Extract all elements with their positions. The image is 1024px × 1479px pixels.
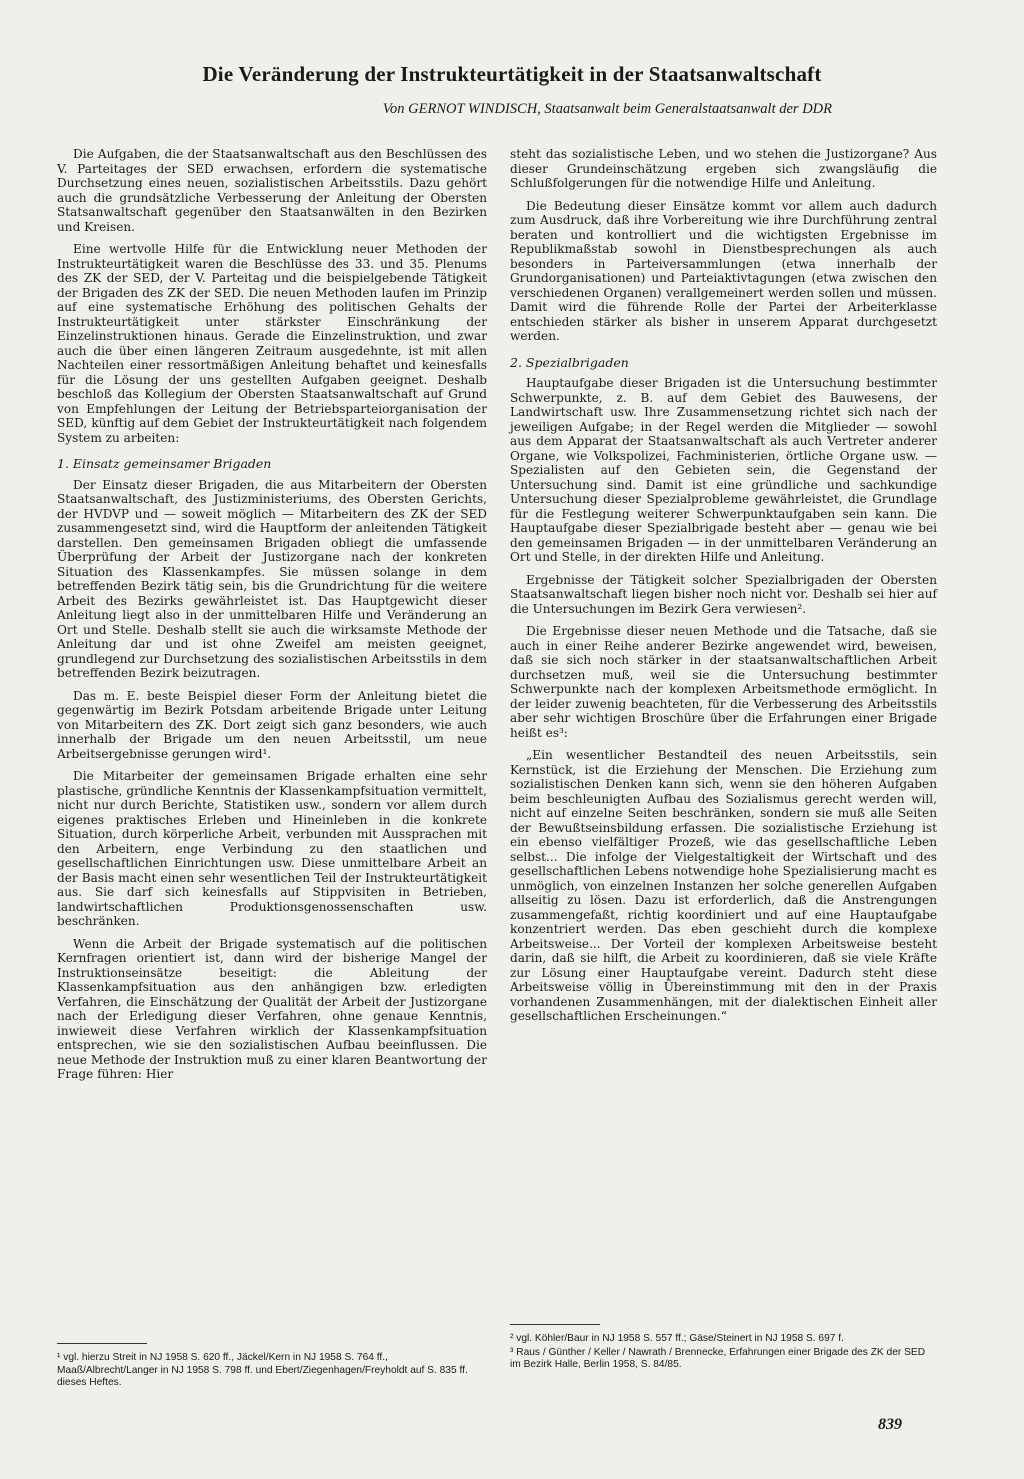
- right-column: [510, 147, 937, 1032]
- paragraph: Das m. E. beste Beispiel dieser Form der Anleitung bietet die gegenwärtig im Bezirk Potsdam arbeitende Brigade unter Leitung von Mitarbeitern des ZK. Dort zeigt sich ganz besonders, wie auch innerhalb der Brigade um den neuen Arbeitsstil, um neue Arbeitsergebnisse gerungen wird¹.: [57, 688, 487, 761]
- section-heading: 1. Einsatz gemeinsamer Brigaden: [57, 456, 272, 471]
- footnotes-right: [510, 1333, 937, 1373]
- page-number: 839: [878, 1416, 902, 1433]
- paragraph: Eine wertvolle Hilfe für die Entwicklung neuer Methoden der Instrukteurtätigkeit waren die Beschlüsse des 33. und 35. Plenums des ZK der SED, der V. Parteitag und die beispielgebende Tätigkeit der Brigaden des ZK der SED. Die neuen Methoden laufen im Prinzip auf eine systematische Erhöhung des politischen Gehalts der Instrukteurtätigkeit unter stärkster Einschränkung der Einzelinstruktionen hinaus. Gerade die Einzelinstruktion, und zwar auch die über einen längeren Zeitraum ausgedehnte, ist mit allen Nachteilen einer ressortmäßigen Anleitung behaftet und keinesfalls für die Lösung der uns gestellten Aufgaben geeignet. Deshalb beschloß das Kollegium der Obersten Staatsanwaltschaft auf Grund von Empfehlungen der Leitung der Betriebsparteiorganisation der SED, künftig auf dem Gebiet der Instrukteurtätigkeit nach folgendem System zu arbeiten:: [57, 242, 487, 445]
- paragraph: Die Aufgaben, die der Staatsanwaltschaft aus den Beschlüssen des V. Parteitages der SED erwachsen, erfordern die systematische Durchsetzung eines neuen, sozialistischen Arbeitsstils. Dazu gehört auch die grundsätzliche Verbesserung der Anleitung der Obersten Statsanwaltschaft gegenüber den Staatsanwälten in den Bezirken und Kreisen.: [57, 147, 487, 234]
- paragraph: Wenn die Arbeit der Brigade systematisch auf die politischen Kernfragen orientiert ist, dann wird der bisherige Mangel der Instruktionseinsätze beseitigt: die Ableitung der Klassenkampfsituation aus den anhängigen bzw. erledigten Verfahren, die Einschätzung der Qualität der Arbeit der Justizorgane nach der Erledigung dieser Verfahren, ohne genaue Kenntnis, inwieweit diese Verfahren wirklich der Klassenkampfsituation entsprechen, wie sie den sozialistischen Aufbau beeinflussen. Die neue Methode der Instruktion muß zu einer klaren Beantwortung der Frage führen: Hier: [57, 936, 487, 1081]
- footnote-divider: [510, 1324, 600, 1325]
- paragraph: Die Bedeutung dieser Einsätze kommt vor allem auch dadurch zum Ausdruck, daß ihre Vorbereitung wie ihre Durchführung zentral beraten und kontrolliert und die wichtigsten Ergebnisse im Republikmaßstab sowohl in Dienstbesprechungen als auch besonders in Parteiversammlungen (etwa innerhalb der Grundorganisationen) und Parteiaktivtagungen (etwa zwischen den verschiedenen Organen) verallgemeinert werden sollen und müssen. Damit wird die führende Rolle der Partei der Arbeiterklasse entschieden stärker als bisher in unserem Apparat durchgesetzt werden.: [510, 198, 937, 343]
- paragraph: steht das sozialistische Leben, und wo stehen die Justizorgane? Aus dieser Grundeinschätzung ergeben sich zwangsläufig die Schlußfolgerungen für die notwendige Hilfe und Anleitung.: [510, 147, 937, 190]
- paragraph: Die Mitarbeiter der gemeinsamen Brigade erhalten eine sehr plastische, gründliche Kenntnis der Klassenkampfsituation vermittelt, nicht nur durch Berichte, Statistiken usw., sondern vor allem durch eigenes praktisches Erleben und Hineinleben in die konkrete Situation, durch körperliche Arbeit, verbunden mit Aussprachen mit den Arbeitern, enge Verbindung zu den staatlichen und gesellschaftlichen Einrichtungen usw. Diese unmittelbare Arbeit an der Basis macht einen sehr wesentlichen Teil der Instrukteurtätigkeit aus. Sie darf sich keinesfalls auf Stippvisiten in Betrieben, landwirtschaftlichen Produktionsgenossenschaften usw. beschränken.: [57, 769, 487, 928]
- footnote: ² vgl. Köhler/Baur in NJ 1958 S. 557 ff.; Gäse/Steinert in NJ 1958 S. 697 f.: [510, 1333, 844, 1344]
- paragraph: Der Einsatz dieser Brigaden, die aus Mitarbeitern der Obersten Staatsanwaltschaft, des Justizministeriums, des Obersten Gerichts, der HVDVP und — soweit möglich — Mitarbeitern des ZK der SED zusammengesetzt sind, wird die Hauptform der anleitenden Tätigkeit darstellen. Den gemeinsamen Brigaden obliegt die umfassende Überprüfung der Arbeit der Justizorgane nach der konkreten Situation des Klassenkampfes. Sie müssen solange in dem betreffenden Bezirk tätig sein, bis die Grundrichtung für die weitere Arbeit des Bezirks gewährleistet ist. Das Hauptgewicht dieser Anleitung liegt also in der unmittelbaren Hilfe und Veränderung an Ort und Stelle. Deshalb stellt sie auch die wirksamste Methode der Anleitung dar und ist ohne Zweifel am meisten geeignet, grundlegend zur Durchsetzung des sozialistischen Arbeitsstils in dem betreffenden Bezirk beizutragen.: [57, 477, 487, 680]
- footnote: ¹ vgl. hierzu Streit in NJ 1958 S. 620 ff., Jäckel/Kern in NJ 1958 S. 764 ff., Maaß/Albrecht/Langer in NJ 1958 S. 798 ff. und Ebert/Ziegenhagen/Freyholdt auf S. 835 ff. dieses Heftes.: [57, 1352, 468, 1388]
- section-heading: 2. Spezialbrigaden: [510, 354, 629, 370]
- footnotes-left: [57, 1352, 477, 1391]
- block-quote: „Ein wesentlicher Bestandteil des neuen Arbeitsstils, sein Kernstück, ist die Erziehung der Menschen. Die Erziehung zum sozialistischen Denken kann sich, wenn sie den höheren Aufgaben beim beschleunigten Aufbau des Sozialismus gerecht werden will, nicht auf einzelne Seiten beschränken, sondern sie muß alle Seiten der Bewußtseinsbildung erfassen. Die sozialistische Erziehung ist ein ebenso vielfältiger Prozeß, wie das gesellschaftliche Leben selbst... Die infolge der Vielgestaltigkeit der Wirtschaft und des gesellschaftlichen Lebens notwendige hohe Spezialisierung macht es unmöglich, von einzelnen Instanzen her solche generellen Aufgaben allseitig zu lösen. Dazu ist erforderlich, daß die Anstrengungen zusammengefaßt, richtig koordiniert und auf eine Hauptaufgabe konzentriert werden. Das eben geschieht durch die komplexe Arbeitsweise... Der Vorteil der komplexen Arbeitsweise besteht darin, daß sie hilft, die Arbeit zu koordinieren, daß sie viele Kräfte zur Lösung einer Hauptaufgabe vereint. Dadurch steht diese Arbeitsweise völlig in Übereinstimmung mit den in der Praxis vorhandenen Zusammenhängen, mit der dialektischen Einheit aller gesellschaftlichen Erscheinungen.“: [510, 748, 937, 1023]
- paragraph: Hauptaufgabe dieser Brigaden ist die Untersuchung bestimmter Schwerpunkte, z. B. auf dem Gebiet des Bauwesens, der Landwirtschaft usw. Ihre Zusammensetzung richtet sich nach der jeweiligen Aufgabe; in der Regel werden die Mitglieder — sowohl aus dem Apparat der Staatsanwaltschaft als auch Vertreter anderer Organe, wie Volkspolizei, Fachministerien, örtliche Organe usw. — Spezialisten auf den Gebieten sein, die Gegenstand der Untersuchung sind. Damit ist eine gründliche und sachkundige Untersuchung dieser Spezialprobleme gewährleistet, die Grundlage für die Festlegung weiterer Schwerpunktaufgaben sein kann. Die Hauptaufgabe dieser Spezialbrigade besteht aber — genau wie bei den gemeinsamen Brigaden — in der unmittelbaren Veränderung an Ort und Stelle, in der direkten Hilfe und Anleitung.: [510, 376, 937, 564]
- byline: Von GERNOT WINDISCH, Staatsanwalt beim Generalstaatsanwalt der DDR: [382, 101, 832, 117]
- footnote: ³ Raus / Günther / Keller / Nawrath / Brennecke, Erfahrungen einer Brigade des ZK der SED im Bezirk Halle, Berlin 1958, S. 84/85.: [510, 1346, 926, 1370]
- paragraph: Die Ergebnisse dieser neuen Methode und die Tatsache, daß sie auch in einer Reihe anderer Bezirke angewendet wird, beweisen, daß sie sich noch stärker in der staatsanwaltschaftlichen Arbeit durchsetzen muß, weil sie die Untersuchung bestimmter Schwerpunkte nach der komplexen Arbeitsmethode ermöglicht. In der leider zuwenig beachteten, für die Verbesserung des Arbeitsstils aber sehr wichtigen Broschüre über die Erfahrungen einer Brigade heißt es³:: [510, 624, 937, 740]
- paragraph: Ergebnisse der Tätigkeit solcher Spezialbrigaden der Obersten Staatsanwaltschaft liegen bisher noch nicht vor. Deshalb sei hier auf die Untersuchungen im Bezirk Gera verwiesen².: [510, 572, 937, 616]
- footnote-divider: [57, 1343, 147, 1344]
- article-title: Die Veränderung der Instrukteurtätigkeit in der Staatsanwaltschaft: [202, 62, 822, 86]
- left-column: [57, 147, 487, 1090]
